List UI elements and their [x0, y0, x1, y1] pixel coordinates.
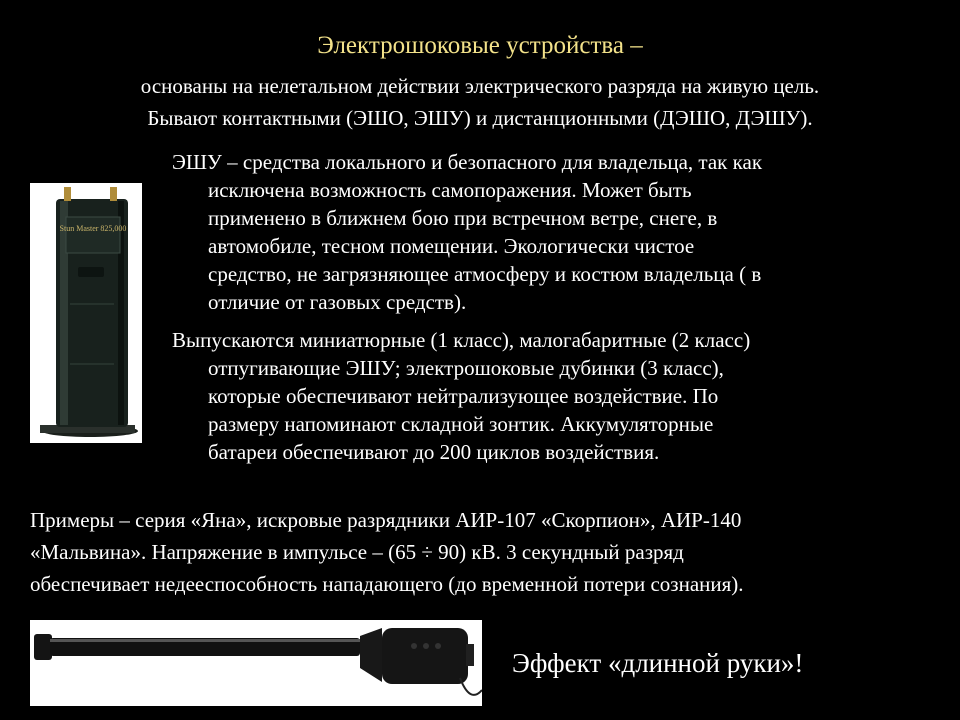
subtitle-line: Бывают контактными (ЭШО, ЭШУ) и дистанционными (ДЭШО, ДЭШУ).: [147, 106, 813, 130]
text-line: обеспечивает недееспособность нападающего (до временной потери сознания).: [30, 572, 744, 596]
effect-caption: Эффект «длинной руки»!: [512, 648, 804, 678]
text-line: Примеры – серия «Яна», искровые разрядники АИР-107 «Скорпион», АИР-140: [30, 508, 742, 532]
examples-paragraph: [30, 504, 940, 600]
device-label: Stun Master 825,000: [59, 224, 127, 233]
eshu-classes: [172, 326, 932, 466]
text-line: исключена возможность самопоражения. Может быть: [208, 178, 692, 202]
text-line: батареи обеспечивают до 200 циклов воздействия.: [208, 440, 660, 464]
text-line: размеру напоминают складной зонтик. Аккумуляторные: [208, 412, 714, 436]
text-line: Выпускаются миниатюрные (1 класс), малогабаритные (2 класс): [172, 328, 751, 352]
subtitle-line: основаны на нелетальном действии электрического разряда на живую цель.: [140, 74, 820, 98]
text-line: автомобиле, тесном помещении. Экологически чистое: [208, 234, 695, 258]
slide-subtitle: [0, 70, 960, 134]
stun-baton-image: [30, 620, 482, 706]
slide-title: Электрошоковые устройства –: [317, 32, 643, 59]
eshu-description: [172, 148, 932, 316]
text-line: отличие от газовых средств).: [208, 290, 467, 314]
text-line: средство, не загрязняющее атмосферу и костюм владельца ( в: [208, 262, 762, 286]
text-line: ЭШУ – средства локального и безопасного для владельца, так как: [172, 150, 763, 174]
text-line: применено в ближнем бою при встречном ветре, снеге, в: [208, 206, 718, 230]
text-line: отпугивающие ЭШУ; электрошоковые дубинки (3 класс),: [208, 356, 724, 380]
text-line: которые обеспечивают нейтрализующее воздействие. По: [208, 384, 719, 408]
stun-gun-image: [30, 183, 142, 443]
text-line: «Мальвина». Напряжение в импульсе – (65 ÷ 90) кВ. 3 секундный разряд: [30, 540, 684, 564]
